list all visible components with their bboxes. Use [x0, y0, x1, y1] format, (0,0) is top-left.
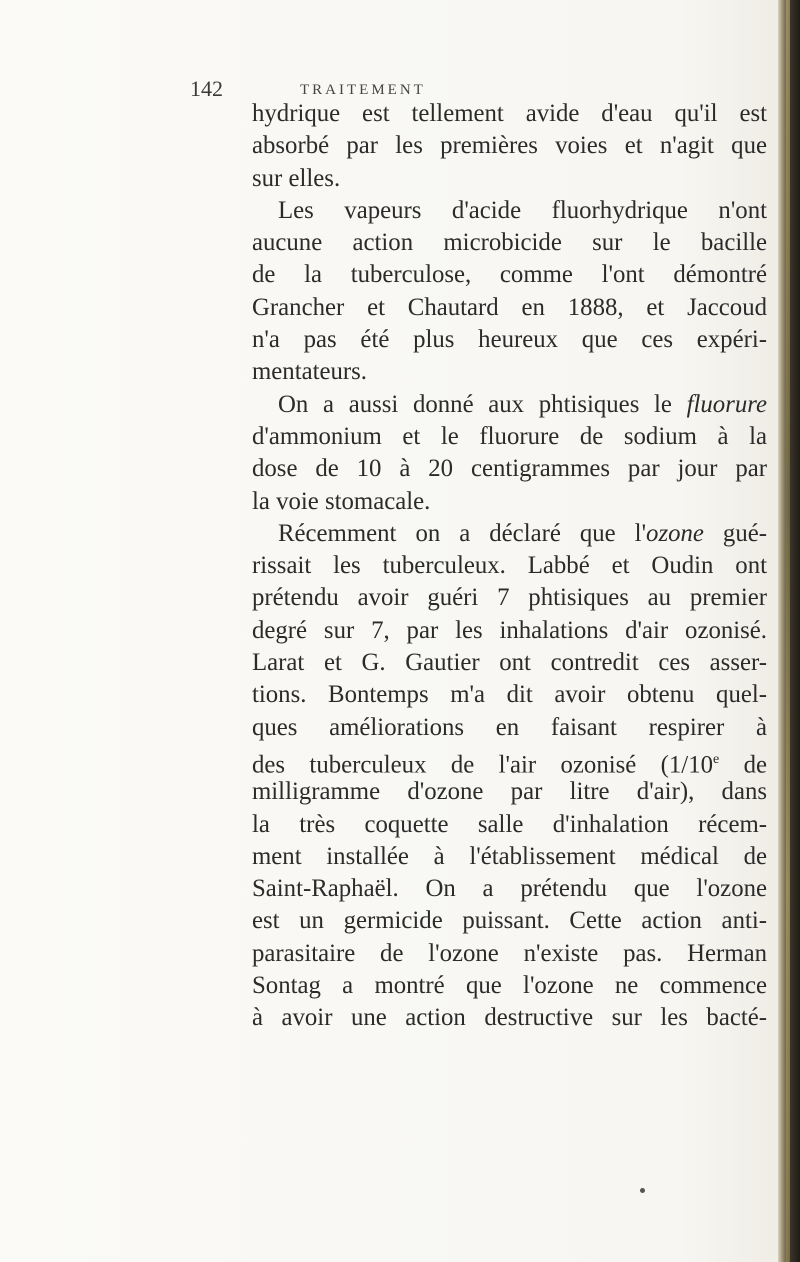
- text-line: On a aussi donné aux phtisiques le fluorure: [278, 390, 767, 418]
- text-line: tions. Bontemps m'a dit avoir obtenu quel-: [252, 681, 767, 709]
- text-line: aucune action microbicide sur le bacille: [252, 229, 767, 257]
- text-line: d'ammonium et le fluorure de sodium à la: [252, 422, 767, 450]
- text-line: de la tuberculose, comme l'ont démontré: [252, 261, 767, 289]
- text-line: Larat et G. Gautier ont contredit ces asser-: [252, 649, 767, 677]
- text-line: milligramme d'ozone par litre d'air), dans: [252, 778, 767, 806]
- text-line: ques améliorations en faisant respirer à: [252, 713, 767, 741]
- text-line: rissait les tuberculeux. Labbé et Oudin ont: [252, 552, 767, 580]
- text-line: Récemment on a déclaré que l'ozone gué-: [278, 519, 767, 547]
- text-line: est un germicide puissant. Cette action anti-: [252, 907, 767, 935]
- text-line: degré sur 7, par les inhalations d'air ozonisé.: [252, 616, 767, 644]
- text-line: Saint-Raphaël. On a prétendu que l'ozone: [252, 875, 767, 903]
- text-line: Sontag a montré que l'ozone ne commence: [252, 972, 767, 1000]
- text-line: parasitaire de l'ozone n'existe pas. Herman: [252, 939, 767, 967]
- text-line: mentateurs.: [252, 358, 367, 386]
- running-title: TRAITEMENT: [300, 82, 426, 98]
- text-line: la voie stomacale.: [252, 487, 431, 515]
- text-line: hydrique est tellement avide d'eau qu'il est: [252, 100, 767, 127]
- ink-speck: [640, 1188, 645, 1193]
- text-line: ment installée à l'établissement médical de: [252, 842, 767, 870]
- page-number: 142: [190, 76, 223, 101]
- text-line: la très coquette salle d'inhalation récem-: [252, 810, 767, 838]
- body-text: [252, 98, 767, 1035]
- text-line: Les vapeurs d'acide fluorhydrique n'ont: [278, 196, 767, 224]
- text-line: Grancher et Chautard en 1888, et Jaccoud: [252, 293, 767, 321]
- text-line: sur elles.: [252, 164, 341, 192]
- text-line: des tuberculeux de l'air ozonisé (1/10e de: [252, 751, 767, 779]
- text-line: à avoir une action destructive sur les bacté-: [252, 1004, 767, 1032]
- page-edge-highlight: [786, 0, 790, 1262]
- text-line: absorbé par les premières voies et n'agit que: [252, 132, 767, 160]
- text-line: prétendu avoir guéri 7 phtisiques au premier: [252, 584, 767, 612]
- text-line: dose de 10 à 20 centigrammes par jour par: [252, 455, 767, 483]
- text-line: n'a pas été plus heureux que ces expéri-: [252, 326, 767, 354]
